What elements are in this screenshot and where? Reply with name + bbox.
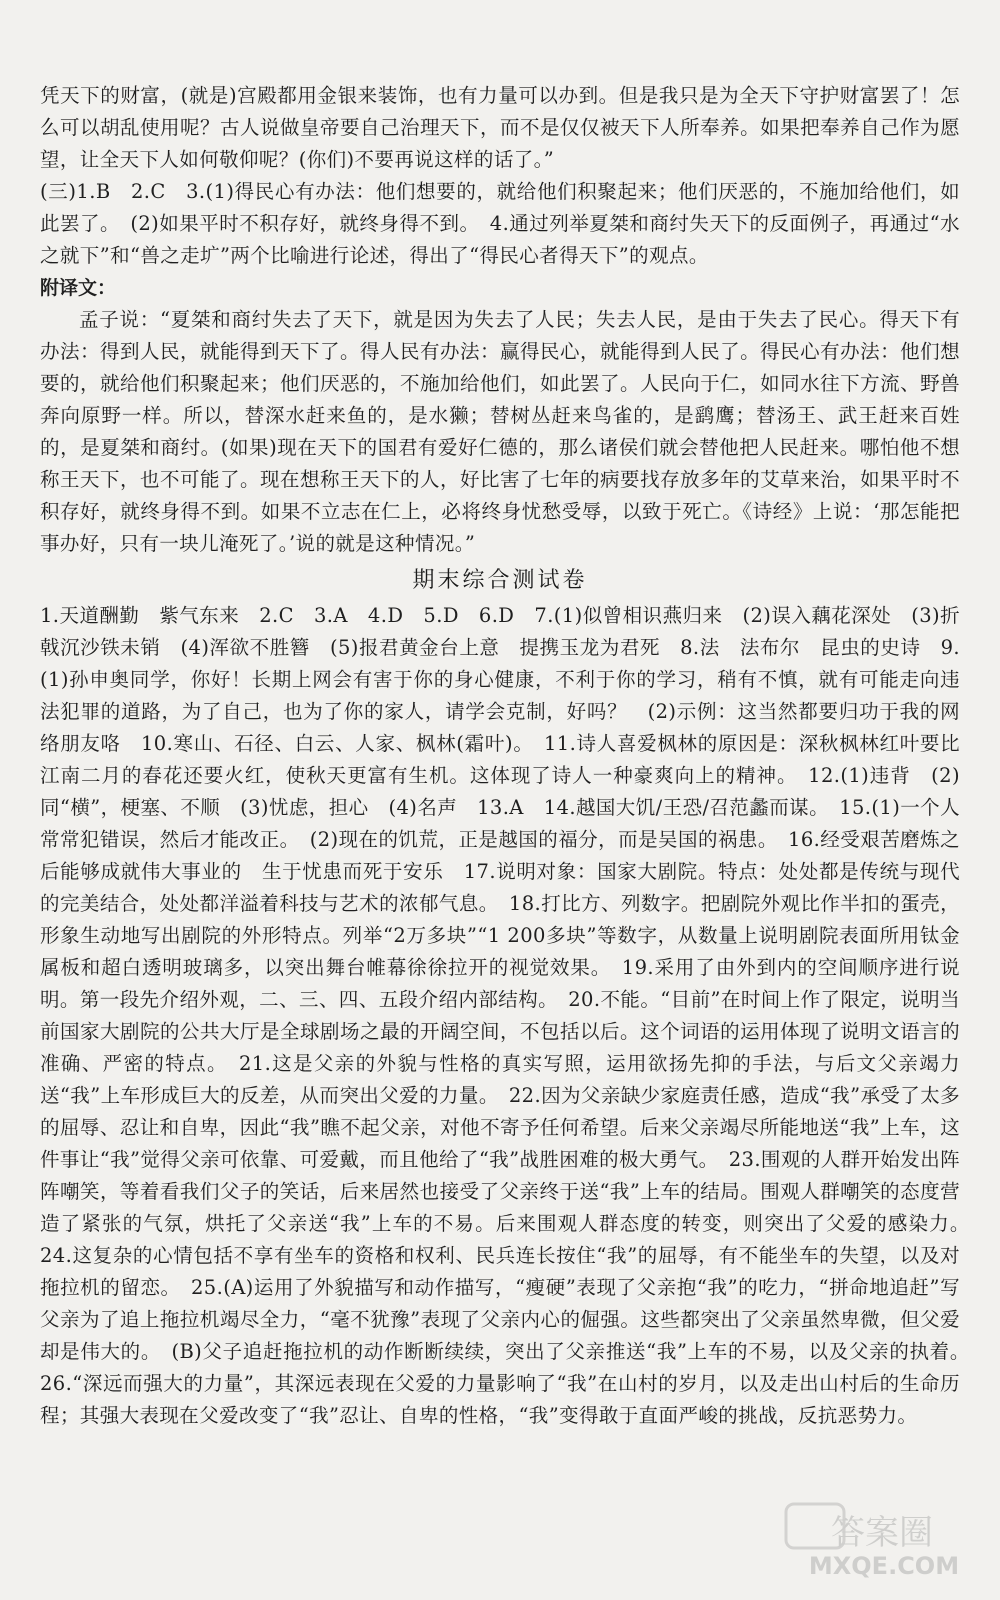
section-title: 期末综合测试卷 — [412, 568, 588, 593]
watermark-bottom-text: MXQE.COM — [808, 1552, 960, 1580]
answers-section-three: (三)1.B 2.C 3.(1)得民心有办法：他们想要的，就给他们积聚起来；他们厌恶的，不施加给他们，如此罢了。 (2)如果平时不积存好，就终身得不到。 4.通过列举夏桀和商纣失天下的反面例子，再通过“水之就下”和“兽之走圹”两个比喻进行论述，得出了“得民心者得天下”的观点。 — [40, 180, 960, 267]
watermark-top-text: 答案圈 — [831, 1513, 933, 1553]
translation-label: 附译文： — [40, 277, 117, 299]
mencius-translation: 孟子说：“夏桀和商纣失去了天下，就是因为失去了人民；失去人民，是由于失去了民心。得天下有办法：得到人民，就能得到天下了。得人民有办法：赢得民心，就能得到人民了。得民心有办法：他们想要的，就给他们积聚起来；他们厌恶的，不施加给他们，如此罢了。人民向于仁，如同水往下方流、野兽奔向原野一样。所以，替深水赶来鱼的，是水獭；替树丛赶来鸟雀的，是鹞鹰；替汤王、武王赶来百姓的，是夏桀和商纣。(如果)现在天下的国君有爱好仁德的，那么诸侯们就会替他把人民赶来。哪怕他不想称王天下，也不可能了。现在想称王天下的人，好比害了七年的病要找存放多年的艾草来治，如果平时不积存好，就终身得不到。如果不立志在仁上，必将终身忧愁受辱，以致于死亡。《诗经》上说：‘那怎能把事办好，只有一块儿淹死了。’说的就是这种情况。” — [40, 308, 960, 555]
final-exam-answers: 1.天道酬勤 紫气东来 2.C 3.A 4.D 5.D 6.D 7.(1)似曾相识燕归来 (2)误入藕花深处 (3)折戟沉沙铁未销 (4)浑欲不胜簪 (5)报君黄金台上意 提携玉龙为君死 8.法 法布尔 昆虫的史诗 9.(1)孙申奥同学，你好！长期上网会有害于你的身心健康，不利于你的学习，稍有不慎，就有可能走向违法犯罪的道路，为了自己，也为了你的家人，请学会克制，好吗？ (2)示例：这当然都要归功于我的网络朋友咯 10.寒山、石径、白云、人家、枫林(霜叶)。 11.诗人喜爱枫林的原因是：深秋枫林红叶要比江南二月的春花还要火红，使秋天更富有生机。这体现了诗人一种豪爽向上的精神。 12.(1)违背 (2)同“横”，梗塞、不顺 (3)忧虑，担心 (4)名声 13.A 14.越国大饥/王恐/召范蠡而谋。 15.(1)一个人常常犯错误，然后才能改正。 (2)现在的饥荒，正是越国的福分，而是吴国的祸患。 16.经受艰苦磨炼之后能够成就伟大事业的 生于忧患而死于安乐 17.说明对象：国家大剧院。特点：处处都是传统与现代的完美结合，处处都洋溢着科技与艺术的浓郁气息。 18.打比方、列数字。把剧院外观比作半扣的蛋壳，形象生动地写出剧院的外形特点。列举“2万多块”“1 200多块”等数字，从数量上说明剧院表面所用钛金属板和超白透明玻璃多，以突出舞台帷幕徐徐拉开的视觉效果。 19.采用了由外到内的空间顺序进行说明。第一段先介绍外观，二、三、四、五段介绍内部结构。 20.不能。“目前”在时间上作了限定，说明当前国家大剧院的公共大厅是全球剧场之最的开阔空间，不包括以后。这个词语的运用体现了说明文语言的准确、严密的特点。 21.这是父亲的外貌与性格的真实写照，运用欲扬先抑的手法，与后文父亲竭力送“我”上车形成巨大的反差，从而突出父爱的力量。 22.因为父亲缺少家庭责任感，造成“我”承受了太多的屈辱、忍让和自卑，因此“我”瞧不起父亲，对他不寄予任何希望。后来父亲竭尽所能地送“我”上车，这件事让“我”觉得父亲可依靠、可爱戴，而且他给了“我”战胜困难的极大勇气。 23.围观的人群开始发出阵阵嘲笑，等着看我们父子的笑话，后来居然也接受了父亲终于送“我”上车的结局。围观人群嘲笑的态度营造了紧张的气氛，烘托了父亲送“我”上车的不易。后来围观人群态度的转变，则突出了父爱的感染力。 24.这复杂的心情包括不享有坐车的资格和权利、民兵连长按住“我”的屈辱，有不能坐车的失望，以及对拖拉机的留恋。 25.(A)运用了外貌描写和动作描写，“瘦硬”表现了父亲抱“我”的吃力，“拼命地追赶”写父亲为了追上拖拉机竭尽全力，“毫不犹豫”表现了父亲内心的倔强。这些都突出了父亲虽然卑微，但父爱却是伟大的。 (B)父子追赶拖拉机的动作断断续续，突出了父亲推送“我”上车的不易，以及父亲的执着。 26.“深远而强大的力量”，其深远表现在父爱的力量影响了“我”在山村的岁月，以及走出山村后的生命历程；其强大表现在父爱改变了“我”忍让、自卑的性格，“我”变得敢于直面严峻的挑战，反抗恶势力。 — [40, 604, 980, 1427]
page-content — [40, 80, 980, 1432]
translation-continuation: 凭天下的财富，(就是)宫殿都用金银来装饰，也有力量可以办到。但是我只是为全天下守护财富罢了！怎么可以胡乱使用呢？古人说做皇帝要自己治理天下，而不是仅仅被天下人所奉养。如果把奉养自己作为愿望，让全天下人如何敬仰呢？(你们)不要再说这样的话了。” — [40, 84, 960, 171]
watermark-graphic — [782, 1500, 982, 1580]
watermark-logo — [782, 1500, 982, 1580]
